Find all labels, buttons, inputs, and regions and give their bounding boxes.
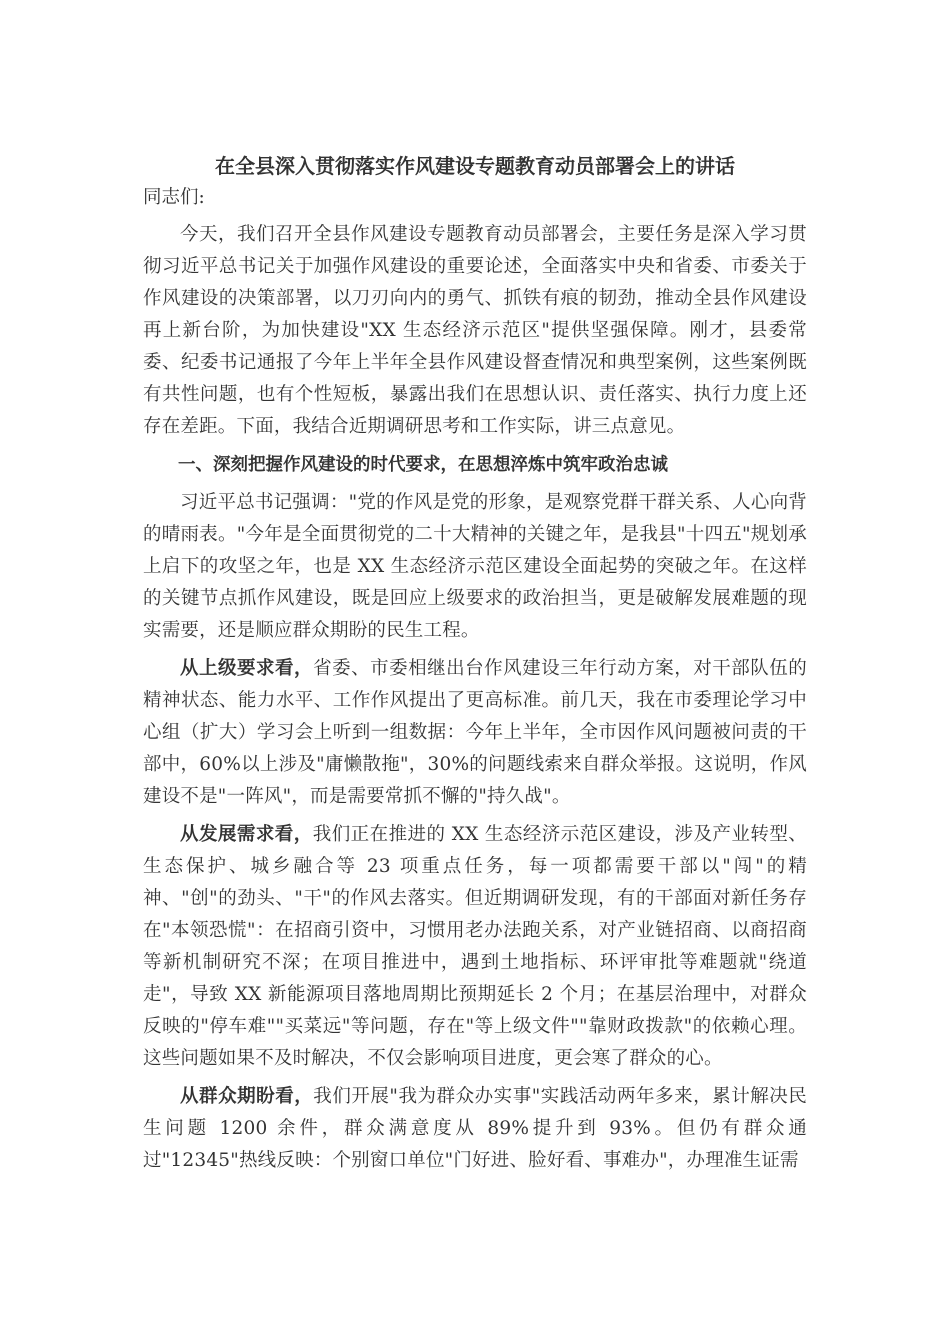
paragraph-lead: 从发展需求看， <box>180 824 313 845</box>
intro-paragraph: 今天，我们召开全县作风建设专题教育动员部署会，主要任务是深入学习贯彻习近平总书记关于加强作风建设的重要论述，全面落实中央和省委、市委关于作风建设的决策部署，以刀刃向内的勇气、抓铁有痕的韧劲，推动全县作风建设再上新台阶，为加快建设"XX 生态经济示范区"提供坚强保障。刚才，县委常委、纪委书记通报了今年上半年全县作风建设督查情况和典型案例，这些案例既有共性问题，也有个性短板，暴露出我们在思想认识、责任落实、执行力度上还存在差距。下面，我结合近期调研思考和工作实际，讲三点意见。 <box>143 224 807 437</box>
superior-requirements-paragraph <box>143 653 807 813</box>
section-1-heading: 一、深刻把握作风建设的时代要求，在思想淬炼中筑牢政治忠诚 <box>178 455 668 475</box>
document-page <box>143 150 807 1183</box>
development-needs-paragraph <box>143 819 807 1075</box>
paragraph-lead: 从上级要求看， <box>180 658 314 679</box>
paragraph-body: 省委、市委相继出台作风建设三年行动方案，对干部队伍的精神状态、能力水平、工作作风提出了更高标准。前几天，我在市委理论学习中心组（扩大）学习会上听到一组数据：今年上半年，全市因作风问题被问责的干部中，60%以上涉及"庸懒散拖"，30%的问题线索来自群众举报。这说明，作风建设不是"一阵风"，而是需要常抓不懈的"持久战"。 <box>143 658 808 807</box>
salutation: 同志们: <box>143 187 205 208</box>
paragraph-body: 我们开展"我为群众办实事"实践活动两年多来，累计解决民生问题 1200 余件，群众满意度从 89%提升到 93%。但仍有群众通过"12345"热线反映：个别窗口单位"门好进、脸好看、事难办"，办理准生证需 <box>143 1086 808 1171</box>
public-expectations-paragraph <box>143 1081 807 1177</box>
section-1-paragraph: 习近平总书记强调："党的作风是党的形象，是观察党群干群关系、人心向背的晴雨表。"今年是全面贯彻党的二十大精神的关键之年，是我县"十四五"规划承上启下的攻坚之年，也是 XX 生态经济示范区建设全面起势的突破之年。在这样的关键节点抓作风建设，既是回应上级要求的政治担当，更是破解发展难题的现实需要，还是顺应群众期盼的民生工程。 <box>143 492 807 641</box>
paragraph-body: 我们正在推进的 XX 生态经济示范区建设，涉及产业转型、生态保护、城乡融合等 23 项重点任务，每一项都需要干部以"闯"的精神、"创"的劲头、"干"的作风去落实。但近期调研发现，有的干部面对新任务存在"本领恐慌"：在招商引资中，习惯用老办法跑关系，对产业链招商、以商招商等新机制研究不深；在项目推进中，遇到土地指标、环评审批等难题就"绕道走"，导致 XX 新能源项目落地周期比预期延长 2 个月；在基层治理中，对群众反映的"停车难""买菜远"等问题，存在"等上级文件""靠财政拨款"的依赖心理。这些问题如果不及时解决，不仅会影响项目进度，更会寒了群众的心。 <box>143 824 807 1069</box>
document-title: 在全县深入贯彻落实作风建设专题教育动员部署会上的讲话 <box>215 154 735 178</box>
paragraph-lead: 从群众期盼看， <box>180 1086 314 1107</box>
